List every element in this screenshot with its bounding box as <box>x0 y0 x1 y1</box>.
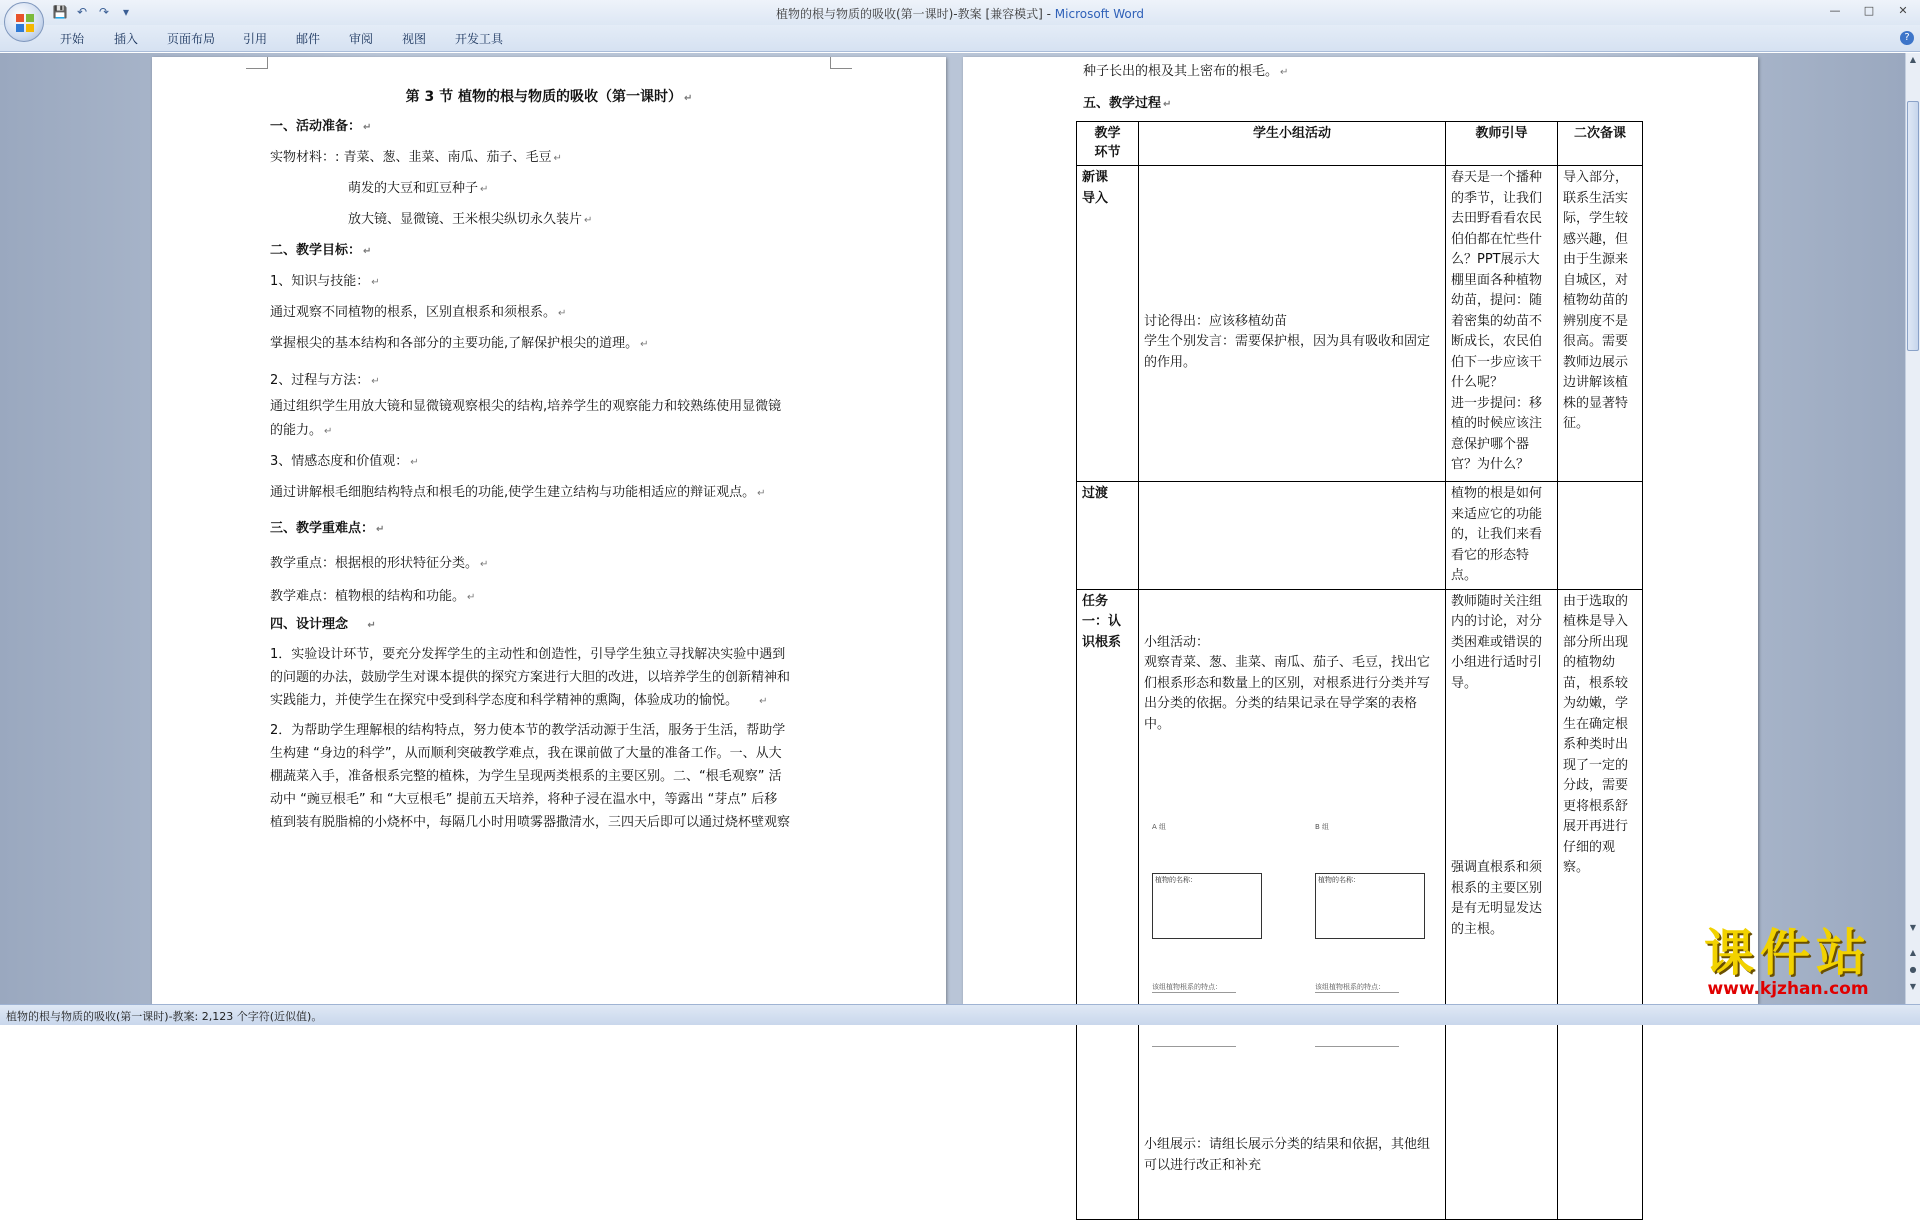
next-page-icon[interactable]: ▼ <box>1909 982 1917 991</box>
worksheet-label: B 组 <box>1315 823 1330 831</box>
crop-mark <box>246 57 268 69</box>
paragraph: 3、情感态度和价值观： ↵ <box>270 454 419 469</box>
lesson-table <box>1076 121 1643 1220</box>
tab-references[interactable]: 引用 <box>243 32 268 46</box>
close-button[interactable]: ✕ <box>1898 4 1908 17</box>
section-title: 五、教学过程 ↵ <box>1083 96 1172 111</box>
tab-developer[interactable]: 开发工具 <box>455 32 504 46</box>
worksheet-group-a <box>1152 782 1277 1088</box>
paragraph: 2、过程与方法： ↵ <box>270 373 380 388</box>
section-title: 三、教学重难点： ↵ <box>270 521 385 536</box>
help-icon[interactable]: ? <box>1900 31 1914 45</box>
paragraph: 生构建 “身边的科学”，从而顺利突破教学难点，我在课前做了大量的准备工作。一、从大 <box>270 746 782 761</box>
header-cell: 学生小组活动 <box>1139 122 1446 166</box>
worksheet-group-b <box>1315 782 1440 1088</box>
minimize-button[interactable]: — <box>1829 4 1841 17</box>
paragraph: 种子长出的根及其上密布的根毛。 ↵ <box>1083 64 1289 79</box>
customize-icon[interactable]: ▾ <box>122 5 130 19</box>
worksheet-field: 植物的名称： <box>1155 876 1197 884</box>
status-bar <box>0 1004 1920 1025</box>
stage-cell: 过渡 <box>1077 482 1139 590</box>
paragraph: 通过组织学生用放大镜和显微镜观察根尖的结构,培养学生的观察能力和较熟练使用显微镜 <box>270 399 782 414</box>
undo-icon[interactable]: ↶ <box>76 5 88 19</box>
paragraph: 掌握根尖的基本结构和各部分的主要功能,了解保护根尖的道理。 ↵ <box>270 336 649 351</box>
paragraph: 的问题的办法，鼓励学生对课本提供的探究方案进行大胆的改进，以培养学生的创新精神和 <box>270 670 791 685</box>
maximize-button[interactable]: □ <box>1863 4 1875 17</box>
tab-review[interactable]: 审阅 <box>349 32 374 46</box>
paragraph: 萌发的大豆和豇豆种子 ↵ <box>348 181 489 196</box>
document-title: 植物的根与物质的吸收(第一课时)-教案 [兼容模式] - <box>775 7 1055 21</box>
office-logo-icon <box>15 13 35 33</box>
paragraph: 教学难点：植物根的结构和功能。 ↵ <box>270 589 476 604</box>
page-heading: 第 3 节 植物的根与物质的吸收（第一课时） ↵ <box>405 89 693 105</box>
worksheet-line <box>1152 1036 1236 1047</box>
tab-view[interactable]: 视图 <box>402 32 427 46</box>
worksheet-field: 植物的名称： <box>1318 876 1360 884</box>
paragraph: 放大镜、显微镜、王米根尖纵切永久装片 ↵ <box>348 212 593 227</box>
student-cell <box>1139 589 1446 1220</box>
paragraph: 实践能力，并使学生在探究中受到科学态度和科学精神的熏陶，体验成功的愉悦。 ↵ <box>270 693 768 708</box>
notes-cell: 导入部分，联系生活实际，学生较感兴趣，但由于生源来自城区，对植物幼苗的辨别度不是很高。需要教师边展示边讲解该植株的显著特征。 <box>1558 166 1643 482</box>
paragraph: 1、知识与技能： ↵ <box>270 274 380 289</box>
worksheet-frame <box>1152 873 1262 939</box>
scroll-down-icon[interactable]: ▼ <box>1909 923 1917 932</box>
teacher-cell: 教师随时关注组内的讨论，对分类困难或错误的小组进行适时引导。 强调直根系和须根系的主要区别是有无明显发达的主根。 <box>1446 589 1558 1220</box>
section-title: 一、活动准备： ↵ <box>270 119 372 134</box>
vertical-scrollbar[interactable] <box>1905 53 1920 1004</box>
worksheet-feature: 该组植物根系的特点： <box>1152 982 1236 993</box>
stage-cell: 新课 导入 <box>1077 166 1139 482</box>
table-row <box>1077 482 1643 590</box>
worksheet-feature: 该组植物根系的特点： <box>1315 982 1399 993</box>
scroll-up-icon[interactable]: ▲ <box>1909 55 1917 64</box>
window-title <box>0 5 1920 22</box>
paragraph: 实物材料：: 青菜、葱、韭菜、南瓜、茄子、毛豆 ↵ <box>270 150 562 165</box>
paragraph: 教学重点：根据根的形状特征分类。 ↵ <box>270 556 489 571</box>
notes-cell: 由于选取的植株是导入部分所出现的植物幼苗，根系较为幼嫩，学生在确定根系种类时出现了一定的分歧，需要更将根系舒展开再进行仔细的观察。 <box>1558 589 1643 1220</box>
redo-icon[interactable]: ↷ <box>98 5 110 19</box>
header-cell: 二次备课 <box>1558 122 1643 166</box>
teacher-cell: 春天是一个播种的季节，让我们去田野看看农民伯伯都在忙些什么？PPT展示大棚里面各种植物幼苗，提问：随着密集的幼苗不断成长，农民伯伯下一步应该干什么呢？ 进一步提问：移植的时候应该注意保护哪个器官？为什么？ <box>1446 166 1558 482</box>
teacher-cell: 植物的根是如何来适应它的功能的，让我们来看看它的形态特点。 <box>1446 482 1558 590</box>
worksheet-figure <box>1152 782 1440 1088</box>
worksheet-label: A 组 <box>1152 823 1167 831</box>
document-page-left[interactable] <box>152 57 946 1004</box>
window-controls <box>1824 3 1914 19</box>
watermark-url: www.kjzhan.com <box>1707 979 1869 999</box>
table-row <box>1077 166 1643 482</box>
paragraph: 植到装有脱脂棉的小烧杯中，每隔几小时用喷雾器撒清水，三四天后即可以通过烧杯壁观察 <box>270 815 791 830</box>
previous-page-icon[interactable]: ▲ <box>1909 948 1917 957</box>
document-page-right[interactable] <box>963 57 1758 1173</box>
paragraph: 动中 “豌豆根毛” 和 “大豆根毛” 提前五天培养，将种子浸在温水中，等露出 “芽点” 后移 <box>270 792 778 807</box>
ribbon-tabs <box>0 25 1920 52</box>
office-button[interactable] <box>4 2 44 42</box>
student-showcase-text: 小组展示：请组长展示分类的结果和依据，其他组可以进行改正和补充 <box>1144 1137 1431 1173</box>
student-cell <box>1139 482 1446 590</box>
notes-cell <box>1558 482 1643 590</box>
stage-cell: 任务一：认识根系 <box>1077 589 1139 1220</box>
paragraph: 通过讲解根毛细胞结构特点和根毛的功能,使学生建立结构与功能相适应的辩证观点。 ↵ <box>270 485 766 500</box>
paragraph: 2．为帮助学生理解根的结构特点，努力使本节的教学活动源于生活，服务于生活，帮助学 <box>270 723 786 738</box>
table-header-row <box>1077 122 1643 166</box>
section-title: 四、设计理念 ↵ <box>270 617 376 632</box>
paragraph: 的能力。 ↵ <box>270 423 333 438</box>
crop-mark <box>830 57 852 69</box>
section-title: 二、教学目标： ↵ <box>270 243 372 258</box>
tab-home[interactable]: 开始 <box>60 32 85 46</box>
header-cell: 教学 环节 <box>1077 122 1139 166</box>
student-activity-text: 小组活动： 观察青菜、葱、韭菜、南瓜、茄子、毛豆，找出它们根系形态和数量上的区别，对根系进行分类并写出分类的依据。分类的结果记录在导学案的表格中。 <box>1144 634 1431 732</box>
watermark-logo <box>1668 923 1908 1000</box>
browse-object-icon[interactable]: ● <box>1909 965 1917 974</box>
student-cell: 讨论得出：应该移植幼苗 学生个别发言：需要保护根，因为具有吸收和固定的作用。 <box>1139 166 1446 482</box>
header-cell: 教师引导 <box>1446 122 1558 166</box>
paragraph: 棚蔬菜入手，准备根系完整的植株，为学生呈现两类根系的主要区别。二、“根毛观察” 活 <box>270 769 782 784</box>
worksheet-line <box>1315 1036 1399 1047</box>
paragraph: 1．实验设计环节，要充分发挥学生的主动性和创造性，引导学生独立寻找解决实验中遇到 <box>270 647 786 662</box>
paragraph: 通过观察不同植物的根系，区别直根系和须根系。 ↵ <box>270 305 567 320</box>
worksheet-frame <box>1315 873 1425 939</box>
title-bar <box>0 0 1920 25</box>
watermark-text: 课件站 <box>1704 923 1872 982</box>
save-icon[interactable]: 💾 <box>52 5 68 19</box>
tab-mailings[interactable]: 邮件 <box>296 32 321 46</box>
app-name: Microsoft Word <box>1054 7 1145 21</box>
table-row <box>1077 589 1643 1220</box>
scrollbar-thumb[interactable] <box>1907 101 1919 351</box>
tab-insert[interactable]: 插入 <box>114 32 139 46</box>
status-text: 植物的根与物质的吸收(第一课时)-教案: 2,123 个字符(近似值)。 <box>6 1010 323 1023</box>
tab-page-layout[interactable]: 页面布局 <box>167 32 216 46</box>
